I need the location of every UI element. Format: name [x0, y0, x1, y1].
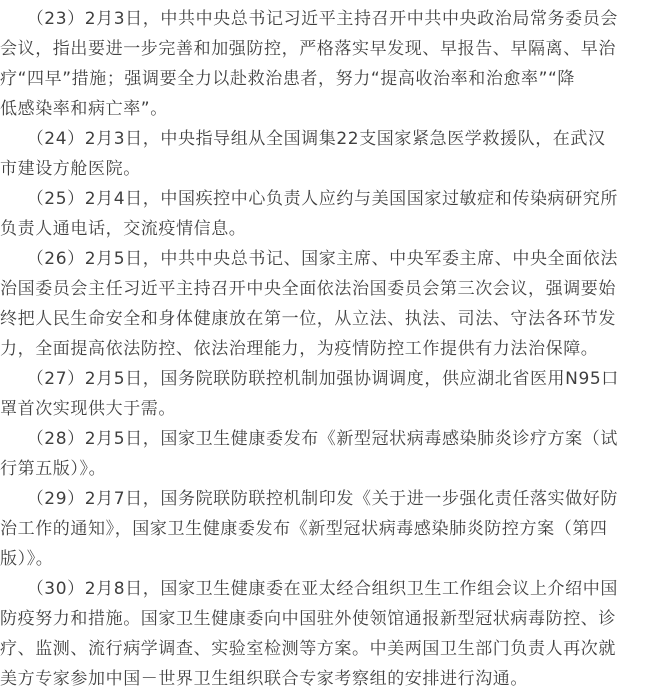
paragraph-30-line-1: （30）2月8日，国家卫生健康委在亚太经合组织卫生工作组会议上介绍中国 [0, 579, 618, 599]
paragraph-23-line-3: 疗“四早”措施；强调要全力以赴救治患者，努力“提高收治率和治愈率”“降 [0, 69, 576, 89]
paragraph-26-line-1: （26）2月5日，中共中央总书记、国家主席、中央军委主席、中央全面依法 [0, 249, 618, 269]
paragraph-25-line-1: （25）2月4日，中国疾控中心负责人应约与美国国家过敏症和传染病研究所 [0, 189, 618, 209]
paragraph-23-line-1: （23）2月3日，中共中央总书记习近平主持召开中共中央政治局常务委员会 [0, 9, 618, 29]
paragraph-28-line-1: （28）2月5日，国家卫生健康委发布《新型冠状病毒感染肺炎诊疗方案（试 [0, 429, 618, 449]
paragraph-26-line-2: 治国委员会主任习近平主持召开中央全面依法治国委员会第三次会议，强调要始 [0, 279, 616, 299]
paragraph-26-line-4: 力，全面提高依法防控、依法治理能力，为疫情防控工作提供有力法治保障。 [0, 339, 599, 359]
paragraph-30-line-2: 防疫努力和措施。国家卫生健康委向中国驻外使领馆通报新型冠状病毒防控、诊 [0, 609, 616, 629]
paragraph-30-line-3: 疗、监测、流行病学调查、实验室检测等方案。中美两国卫生部门负责人再次就 [0, 639, 616, 659]
paragraph-27-line-1: （27）2月5日，国务院联防联控机制加强协调调度，供应湖北省医用N95口 [0, 369, 619, 389]
paragraph-24-line-2: 市建设方舱医院。 [0, 159, 141, 179]
paragraph-25-line-2: 负责人通电话，交流疫情信息。 [0, 219, 247, 239]
paragraph-29-line-2: 治工作的通知》，国家卫生健康委发布《新型冠状病毒感染肺炎防控方案（第四 [0, 519, 608, 539]
paragraph-27-line-2: 罩首次实现供大于需。 [0, 399, 176, 419]
paragraph-23-line-2: 会议，指出要进一步完善和加强防控，严格落实早发现、早报告、早隔离、早治 [0, 39, 616, 59]
paragraph-29-line-1: （29）2月7日，国务院联防联控机制印发《关于进一步强化责任落实做好防 [0, 489, 618, 509]
paragraph-29-line-3: 版）》。 [0, 549, 54, 569]
paragraph-24-line-1: （24）2月3日，中央指导组从全国调集22支国家紧急医学救援队，在武汉 [0, 129, 606, 149]
paragraph-26-line-3: 终把人民生命安全和身体健康放在第一位，从立法、执法、司法、守法各环节发 [0, 309, 616, 329]
paragraph-23-line-4: 低感染率和病亡率”。 [0, 99, 168, 119]
paragraph-28-line-2: 行第五版）》。 [0, 459, 107, 479]
paragraph-30-line-4: 美方专家参加中国－世界卫生组织联合专家考察组的安排进行沟通。 [0, 669, 528, 689]
